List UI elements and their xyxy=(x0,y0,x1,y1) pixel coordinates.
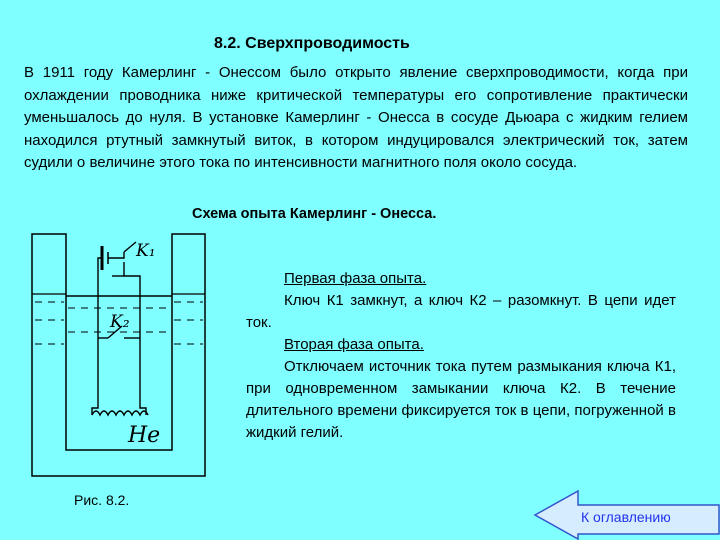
figure-caption: Рис. 8.2. xyxy=(74,492,130,508)
scheme-title: Схема опыта Камерлинг - Онесса. xyxy=(192,206,437,222)
toc-label: К оглавлению xyxy=(581,509,671,525)
phase1-text: Ключ К1 замкнут, а ключ К2 – разомкнут. В цепи идет ток. xyxy=(246,292,676,331)
key1-switch xyxy=(124,242,136,252)
phase1-heading: Первая фаза опыта. xyxy=(284,270,427,287)
experiment-diagram xyxy=(22,228,212,484)
phase2-text: Отключаем источник тока путем размыкания ключа К1, при одновременном замыкании ключа К2. В течение длительного времени фиксируется ток в цепи, погруженной в жидкий гелий. xyxy=(246,358,676,441)
mercury-coil xyxy=(92,411,148,415)
circuit-wires xyxy=(92,258,102,415)
phase2-heading: Вторая фаза опыта. xyxy=(284,336,424,353)
toc-button[interactable] xyxy=(533,490,720,540)
slide-title: 8.2. Сверхпроводимость xyxy=(214,35,410,52)
key1-label: K₁ xyxy=(136,241,156,261)
key2-label: K₂ xyxy=(110,312,130,332)
helium-label: He xyxy=(128,423,161,448)
intro-paragraph: В 1911 году Камерлинг - Онессом было открыто явление сверхпроводимости, когда при охлаждении проводника ниже критической температуры его сопротивление практически уменьшалось до нуля. В установке Камерлинг - Онесса в сосуде Дьюара с жидким гелием находился ртутный замкнутый виток, в котором индуцировался электрический ток, затем судили о величине этого тока по интенсивности магнитного поля около сосуда. xyxy=(24,64,688,171)
dewar-outer-wall xyxy=(32,234,205,476)
experiment-phases xyxy=(246,268,676,444)
